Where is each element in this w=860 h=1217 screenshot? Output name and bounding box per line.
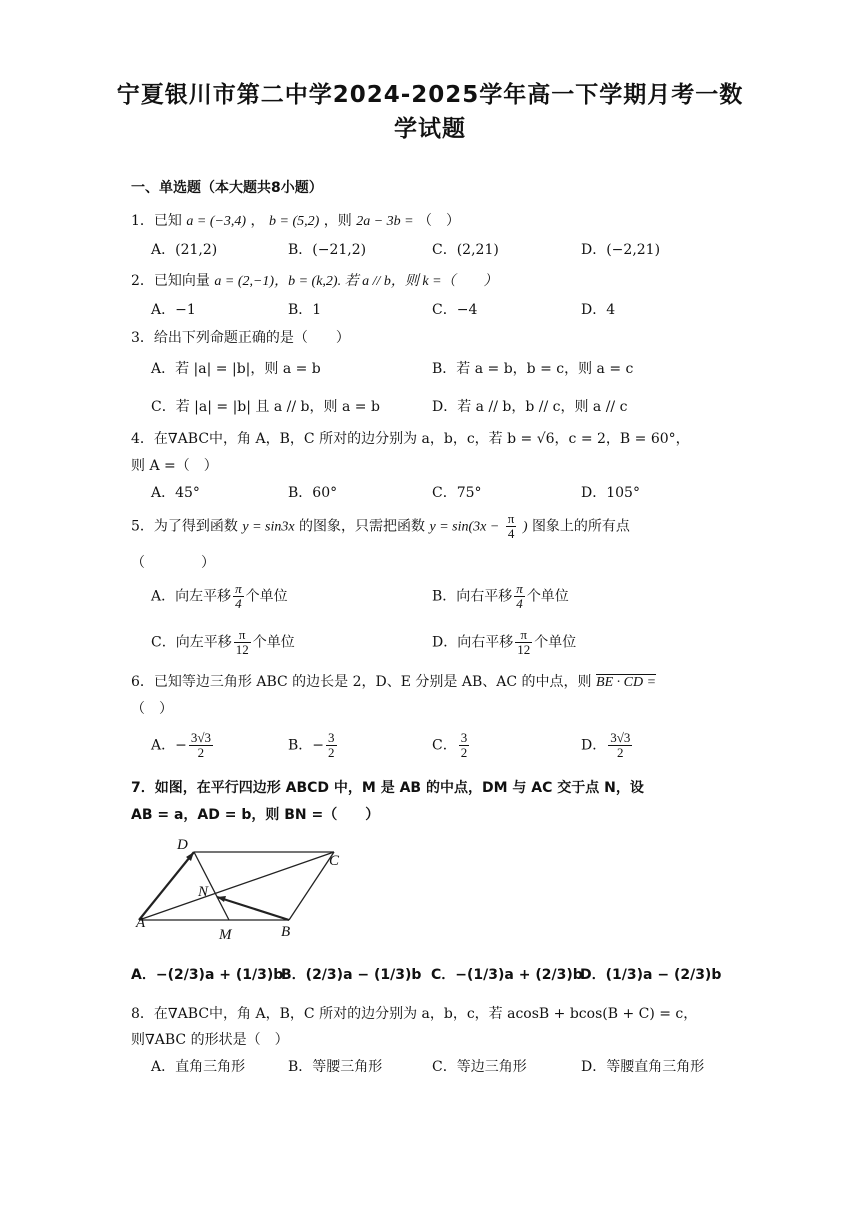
q6-dot-product: BE · CD =	[596, 675, 657, 690]
q1-option-a[interactable]: A．(21,2)	[151, 242, 218, 258]
q6-d-label: D．	[581, 737, 607, 754]
question-8-line1: 8．在∇ABC中，角 A，B，C 所对的边分别为 a，b，c，若 acosB + bcos(B + C) = c，	[131, 1006, 698, 1022]
q1-then: ，则	[323, 213, 352, 229]
q6-a-label: A．−	[151, 737, 187, 754]
q4-option-c[interactable]: C．75°	[432, 485, 482, 501]
q5-paren-close: )	[522, 519, 528, 535]
q6-option-d[interactable]	[581, 731, 634, 760]
q5-a-den: 4	[235, 596, 242, 611]
q5-c-frac	[234, 628, 251, 657]
q6-b-label: B．−	[288, 737, 325, 754]
question-7-line2: AB = a，AD = b，则 BN =（ ）	[131, 807, 380, 823]
label-c: C	[329, 853, 340, 869]
page-title-line2: 学试题	[394, 116, 466, 142]
q5-frac-den: 4	[507, 526, 515, 541]
q5-a-num: π	[235, 581, 242, 596]
q8-option-c[interactable]: C．等边三角形	[432, 1059, 527, 1075]
q6-option-b[interactable]	[288, 731, 339, 760]
question-5-line2: （ ）	[131, 555, 215, 571]
q5-b-frac	[514, 582, 525, 611]
q6-c-frac	[459, 731, 470, 760]
question-3: 3．给出下列命题正确的是（ ）	[131, 330, 350, 346]
q5-b-text: B．向右平移	[432, 588, 513, 605]
q3-option-a[interactable]: A．若 |a| = |b|，则 a = b	[151, 361, 321, 377]
q5-d-frac	[515, 628, 532, 657]
q6-b-den: 2	[328, 745, 335, 760]
q8-option-a[interactable]: A．直角三角形	[151, 1059, 246, 1075]
q5-option-a[interactable]	[151, 582, 288, 611]
q6-option-c[interactable]	[432, 731, 471, 760]
q6-b-num: 3	[328, 730, 335, 745]
q6-stem: 6．已知等边三角形 ABC 的边长是 2，D、E 分别是 AB、AC 的中点，则	[131, 674, 592, 690]
q1-paren: （ ）	[418, 213, 461, 229]
question-4-line2: 则 A =（ ）	[131, 458, 218, 474]
q1-option-d[interactable]: D．(−2,21)	[581, 242, 661, 258]
q1-stem: 1．已知	[131, 213, 182, 229]
q5-stem: 5．为了得到函数	[131, 518, 238, 535]
label-a: A	[136, 915, 146, 931]
q5-a-text: A．向左平移	[151, 588, 232, 605]
q5-option-b[interactable]	[432, 582, 569, 611]
q5-c-den: 12	[235, 642, 249, 657]
q6-c-label: C．	[432, 737, 457, 754]
q2-option-b[interactable]: B．1	[288, 302, 322, 318]
q7-option-b[interactable]: B．(2/3)a − (1/3)b	[281, 967, 422, 983]
q5-c-num: π	[234, 628, 251, 643]
q4-option-d[interactable]: D．105°	[581, 485, 640, 501]
q3-option-c[interactable]: C．若 |a| = |b| 且 a // b，则 a = b	[151, 399, 380, 415]
question-2	[131, 270, 498, 290]
q2-option-a[interactable]: A．−1	[151, 302, 196, 318]
q5-function-source: y = sin(3x −	[429, 519, 500, 535]
q5-option-d[interactable]	[432, 628, 576, 657]
question-4-line1: 4．在∇ABC中，角 A，B，C 所对的边分别为 a，b，c，若 b = √6，c = 2，B = 60°，	[131, 431, 690, 447]
q1-vector-a: a = (−3,4)	[186, 214, 247, 229]
q2-option-c[interactable]: C．−4	[432, 302, 478, 318]
section-heading: 一、单选题（本大题共8小题）	[131, 180, 323, 196]
q5-c-unit: 个单位	[252, 634, 295, 651]
label-b: B	[281, 924, 291, 940]
q4-option-a[interactable]: A．45°	[151, 485, 200, 501]
q5-c-text: C．向左平移	[151, 634, 232, 651]
q5-d-den: 12	[517, 642, 531, 657]
q1-option-b[interactable]: B．(−21,2)	[288, 242, 367, 258]
question-7-line1: 7．如图，在平行四边形 ABCD 中，M 是 AB 的中点，DM 与 AC 交于点 N，设	[131, 780, 644, 796]
q7-option-d[interactable]: D．(1/3)a − (2/3)b	[580, 967, 722, 983]
q4-option-b[interactable]: B．60°	[288, 485, 338, 501]
label-m: M	[219, 927, 232, 943]
q3-option-d[interactable]: D．若 a // b，b // c，则 a // c	[432, 399, 628, 415]
q5-stem-mid: 的图象，只需把函数	[299, 518, 426, 535]
question-1	[131, 210, 460, 230]
q1-expression: 2a − 3b =	[356, 214, 414, 229]
q5-function-target: y = sin3x	[242, 519, 295, 535]
q6-c-den: 2	[460, 745, 468, 760]
question-6-line2: （ ）	[131, 701, 173, 717]
page-title-line1: 宁夏银川市第二中学2024-2025学年高一下学期月考一数	[116, 82, 744, 108]
q6-c-num: 3	[460, 730, 468, 745]
diagonal-ac	[139, 852, 334, 920]
q6-d-den: 2	[617, 745, 624, 760]
q1-vector-b: b = (5,2)	[269, 214, 320, 229]
q6-a-num: 3√3	[190, 730, 211, 745]
q1-sep: ，	[250, 213, 265, 229]
q5-d-text: D．向右平移	[432, 634, 514, 651]
q6-a-frac	[189, 731, 213, 760]
q5-b-num: π	[516, 581, 523, 596]
q5-d-num: π	[515, 628, 532, 643]
q2-stem: 2．已知向量	[131, 273, 210, 289]
q6-option-a[interactable]	[151, 731, 215, 760]
label-d: D	[177, 837, 188, 853]
q7-option-a[interactable]: A．−(2/3)a + (1/3)b	[131, 967, 284, 983]
q6-d-frac	[608, 731, 632, 760]
q8-option-b[interactable]: B．等腰三角形	[288, 1059, 383, 1075]
q5-option-c[interactable]	[151, 628, 295, 657]
q1-option-c[interactable]: C．(2,21)	[432, 242, 499, 258]
q6-d-num: 3√3	[610, 730, 631, 745]
q5-b-den: 4	[516, 596, 523, 611]
q7-option-c[interactable]: C．−(1/3)a + (2/3)b	[431, 967, 583, 983]
q8-option-d[interactable]: D．等腰直角三角形	[581, 1059, 705, 1075]
q2-condition: a = (2,−1)，b = (k,2). 若 a // b，则 k =（ ）	[214, 274, 498, 289]
question-5-line1	[131, 512, 630, 541]
q3-option-b[interactable]: B．若 a = b，b = c，则 a = c	[432, 361, 634, 377]
q2-option-d[interactable]: D．4	[581, 302, 616, 318]
label-n: N	[198, 884, 209, 900]
q5-d-unit: 个单位	[534, 634, 577, 651]
q6-a-den: 2	[197, 745, 205, 760]
parallelogram-figure	[131, 832, 351, 944]
question-8-line2: 则∇ABC 的形状是（ ）	[131, 1032, 289, 1048]
question-6-line1	[131, 671, 656, 691]
q5-b-unit: 个单位	[526, 588, 569, 605]
side-bc	[289, 852, 334, 920]
q5-stem-end: 图象上的所有点	[531, 518, 630, 535]
q5-a-frac	[233, 582, 244, 611]
q5-a-unit: 个单位	[245, 588, 288, 605]
q5-frac-num: π	[507, 511, 515, 526]
q5-pi-over-4	[506, 512, 517, 541]
q6-b-frac	[326, 731, 337, 760]
